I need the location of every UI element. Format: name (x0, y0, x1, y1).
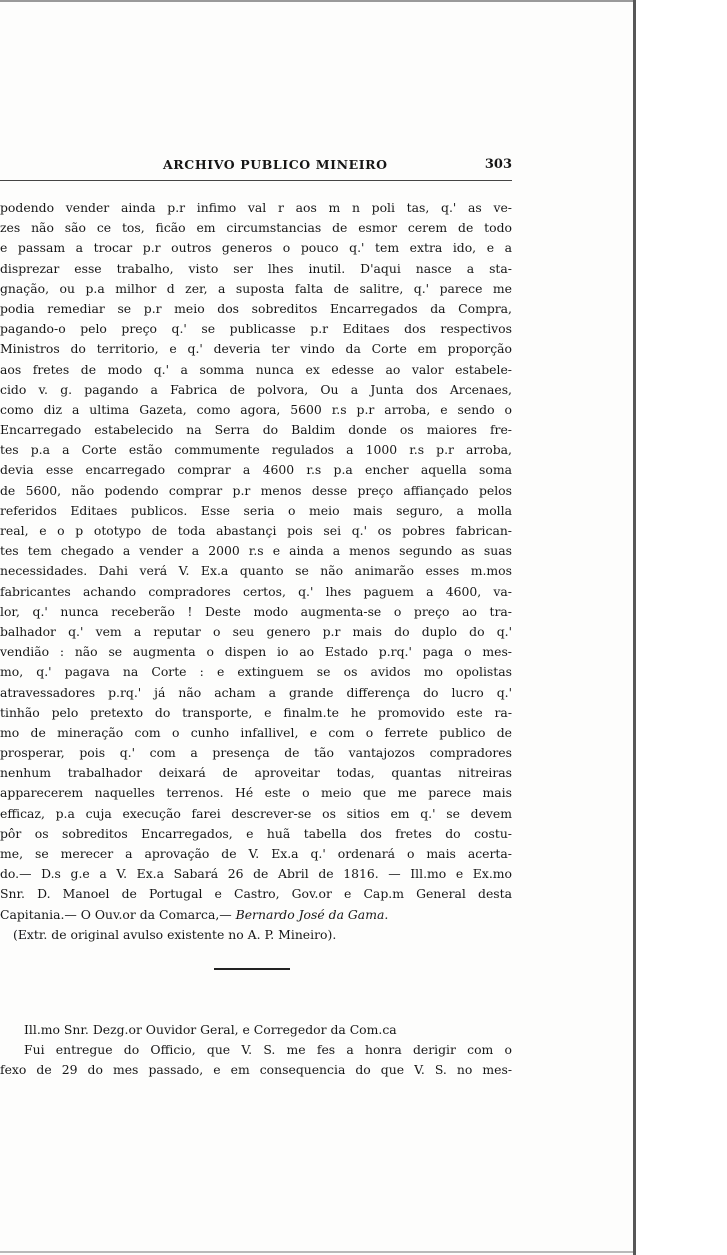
text-line: referidos Editaes publicos. Esse seria o meio mais seguro, a molla (0, 502, 512, 518)
running-head: ARCHIVO PUBLICO MINEIRO (163, 157, 388, 172)
page-top-edge (0, 0, 633, 2)
text-line: como diz a ultima Gazeta, como agora, 5600 r.s p.r arroba, e sendo o (0, 401, 512, 417)
signature-line: Capitania.— O Ouv.or da Comarca,— Bernardo José da Gama. (0, 906, 389, 922)
header-rule (0, 180, 512, 181)
text-line: de 5600, não podendo comprar p.r menos desse preço affiançado pelos (0, 482, 512, 498)
text-line: efficaz, p.a cuja execução farei descrever-se os sitios em q.' se devem (0, 805, 512, 821)
text-line: podendo vender ainda p.r infimo val r aos m n poli tas, q.' as ve- (0, 200, 512, 215)
text-line: Encarregado estabelecido na Serra do Baldim donde os maiores fre- (0, 422, 512, 438)
source-note: (Extr. de original avulso existente no A. P. Mineiro). (13, 926, 337, 942)
text-line: zes não são ce tos, ficão em circumstancias de esmor cerem de todo (0, 220, 512, 236)
text-line: cido v. g. pagando a Fabrica de polvora, Ou a Junta dos Arcenaes, (0, 381, 512, 397)
text-line: pagando-o pelo preço q.' se publicasse p.r Editaes dos respectivos (0, 321, 512, 337)
page-number: 303 (484, 157, 512, 172)
text-line: fexo de 29 do mes passado, e em consequencia do que V. S. no mes- (0, 1062, 512, 1078)
text-line: necessidades. Dahi verá V. Ex.a quanto se não animarão esses m.mos (0, 563, 512, 579)
text-line: balhador q.' vem a reputar o seu genero p.r mais do duplo do q.' (0, 623, 512, 639)
text-line: Ministros do territorio, e q.' deveria ter vindo da Corte em proporção (0, 341, 512, 357)
text-line: Snr. D. Manoel de Portugal e Castro, Gov.or e Cap.m General desta (0, 886, 512, 902)
text-line: mo de mineração com o cunho infallivel, e com o ferrete publico de (0, 724, 512, 740)
text-line: gnação, ou p.a milhor d zer, a suposta falta de salitre, q.' parece me (0, 280, 512, 296)
text-line: vendião : não se augmenta o dispen io ao Estado p.rq.' paga o mes- (0, 644, 512, 660)
text-line: apparecerem naquelles terrenos. Hé este o meio que me parece mais (0, 785, 512, 801)
text-line: do.— D.s g.e a V. Ex.a Sabará 26 de Abril de 1816. — Ill.mo e Ex.mo (0, 866, 512, 882)
letter-body-text (0, 198, 512, 945)
text-line: tes p.a a Corte estão commumente regulados a 1000 r.s p.r arroba, (0, 442, 512, 458)
text-line: atravessadores p.rq.' já não acham a grande differença do lucro q.' (0, 684, 512, 700)
text-line: e passam a trocar p.r outros generos o pouco q.' tem extra ido, e a (0, 240, 512, 256)
text-line: mo, q.' pagava na Corte : e extinguem se os avidos mo opolistas (0, 664, 512, 680)
section-separator (214, 968, 290, 970)
page-margin-blank (636, 0, 727, 1255)
text-line: disprezar esse trabalho, visto ser lhes inutil. D'aqui nasce a sta- (0, 260, 512, 276)
text-line: lor, q.' nunca receberão ! Deste modo augmenta-se o preço ao tra- (0, 603, 512, 619)
text-line: Fui entregue do Officio, que V. S. me fes a honra derigir com o (24, 1042, 512, 1058)
text-line: aos fretes de modo q.' a somma nunca ex edesse ao valor estabele- (0, 361, 512, 377)
page-header (0, 157, 512, 179)
text-line: podia remediar se p.r meio dos sobreditos Encarregados da Compra, (0, 300, 512, 316)
text-line: prosperar, pois q.' com a presença de tão vantajozos compradores (0, 745, 512, 761)
text-line: real, e o p ototypo de toda abastançi pois sei q.' os pobres fabrican- (0, 523, 512, 538)
text-line: tinhão pelo pretexto do transporte, e finalm.te he promovido este ra- (0, 704, 512, 720)
author-name: Bernardo José da Gama. (235, 906, 389, 922)
text-line: pôr os sobreditos Encarregados, e huã tabella dos fretes do costu- (0, 825, 512, 841)
page-bottom-edge (0, 1251, 633, 1253)
text-line: tes tem chegado a vender a 2000 r.s e ainda a menos segundo as suas (0, 543, 512, 559)
next-letter (0, 1020, 512, 1081)
text-line: nenhum trabalhador deixará de aproveitar todas, quantas nitreiras (0, 765, 512, 781)
letter-address: Ill.mo Snr. Dezg.or Ouvidor Geral, e Corregedor da Com.ca (24, 1022, 397, 1037)
text-line: me, se merecer a aprovação de V. Ex.a q.' ordenará o mais acerta- (0, 846, 512, 861)
text-line: fabricantes achando compradores certos, q.' lhes paguem a 4600, va- (0, 583, 512, 599)
text-line: devia esse encarregado comprar a 4600 r.s p.a encher aquella soma (0, 462, 512, 478)
